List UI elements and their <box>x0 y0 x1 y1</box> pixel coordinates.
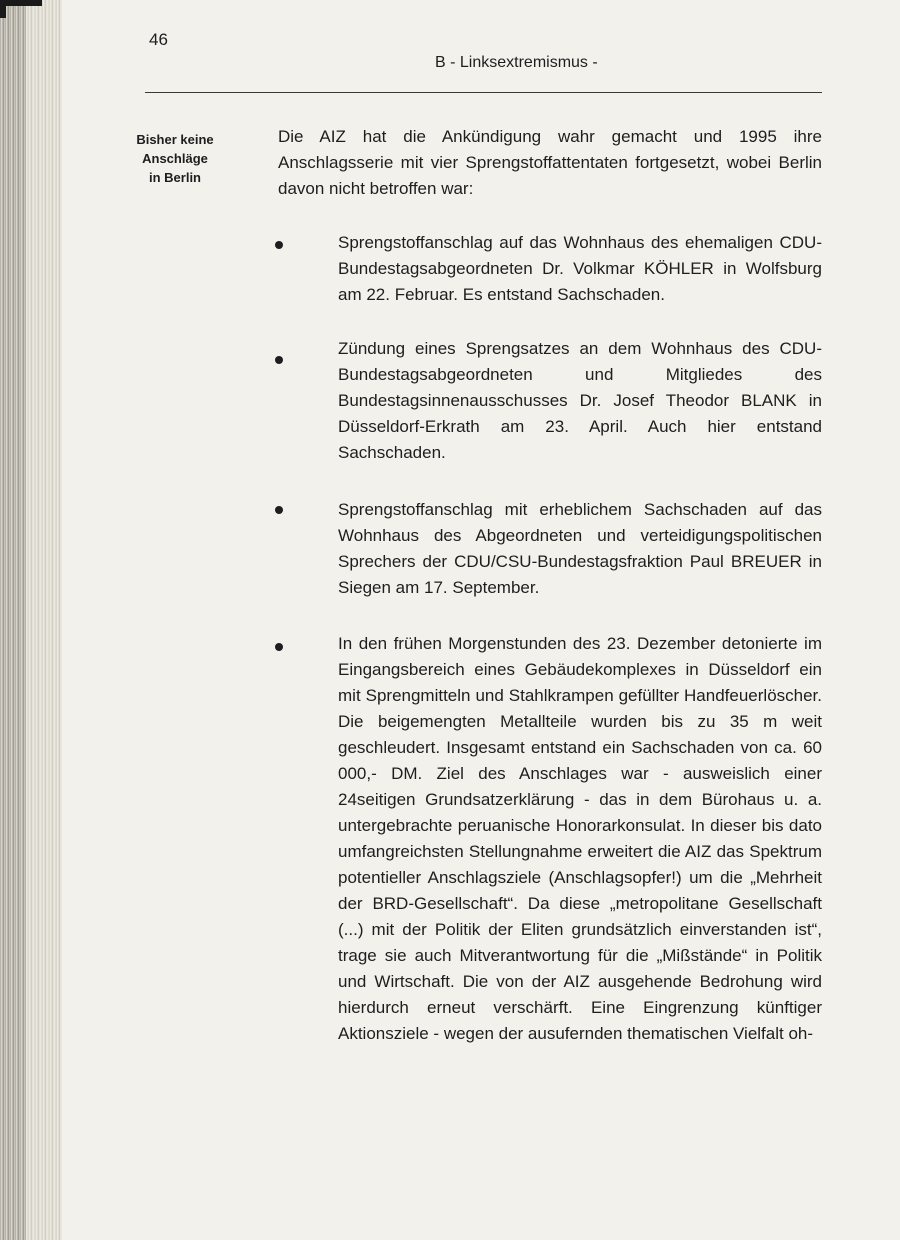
running-header: B - Linksextremismus - <box>435 54 598 71</box>
bullet-icon <box>275 241 283 249</box>
bullet-icon <box>275 643 283 651</box>
bullet-icon <box>275 356 283 364</box>
corner-mark-vertical <box>0 0 6 18</box>
corner-mark <box>0 0 42 6</box>
bullet-icon <box>275 506 283 514</box>
list-item: Sprengstoffanschlag mit erheblichem Sachschaden auf das Wohnhaus des Abgeordneten und verteidigungspolitischen Sprechers der CDU/CSU-Bundestagsfraktion Paul BREUER in Siegen am 17. September. <box>338 500 822 597</box>
list-item: In den frühen Morgenstunden des 23. Dezember detonierte im Eingangsbereich eines Gebäudekomplexes in Düsseldorf ein mit Sprengmitteln und Stahlkrampen gefüllter Handfeuerlöscher. Die beigemengten Metallteile wurden bis zu 35 m weit geschleudert. Insgesamt entstand ein Sachschaden von ca. 60 000,- DM. Ziel des Anschlages war - ausweislich einer 24seitigen Grundsatzerklärung - das in dem Bürohaus u. a. untergebrachte peruanische Honorarkonsulat. In dieser bis dato umfangreichsten Stellungnahme erweitert die AIZ das Spektrum potentieller Anschlagsziele (Anschlagsopfer!) um die „Mehrheit der BRD-Gesellschaft“. Da diese „metropolitane Gesellschaft (...) mit der Politik der Eliten grundsätzlich einverstanden ist“, trage sie auch Mitverantwortung für die „Mißstände“ in Politik und Wirtschaft. Die von der AIZ ausgehende Bedrohung wird hierdurch erneut verschärft. Eine Eingrenzung künftiger Aktionsziele - wegen der ausufernden thematischen Vielfalt oh- <box>338 634 822 1043</box>
margin-note-line: Anschläge <box>142 151 208 166</box>
list-item: Sprengstoffanschlag auf das Wohnhaus des ehemaligen CDU-Bundestagsabgeordneten Dr. Volkmar KÖHLER in Wolfsburg am 22. Februar. Es entstand Sachschaden. <box>338 233 822 304</box>
margin-note-line: Bisher keine <box>136 132 214 147</box>
list-item: Zündung eines Sprengsatzes an dem Wohnhaus des CDU-Bundestagsabgeordneten und Mitgliedes des Bundestagsinnenausschusses Dr. Josef Theodor BLANK in Düsseldorf-Erkrath am 23. April. Auch hier entstand Sachschaden. <box>338 339 822 462</box>
margin-note <box>100 130 250 187</box>
page-number: 46 <box>149 30 168 49</box>
margin-note-line: in Berlin <box>148 170 201 185</box>
book-binding-shadow <box>0 0 26 1240</box>
lead-paragraph: Die AIZ hat die Ankündigung wahr gemacht und 1995 ihre Anschlagsserie mit vier Sprengstoffattentaten fortgesetzt, wobei Berlin davon nicht betroffen war: <box>278 127 822 198</box>
header-divider <box>145 92 822 93</box>
